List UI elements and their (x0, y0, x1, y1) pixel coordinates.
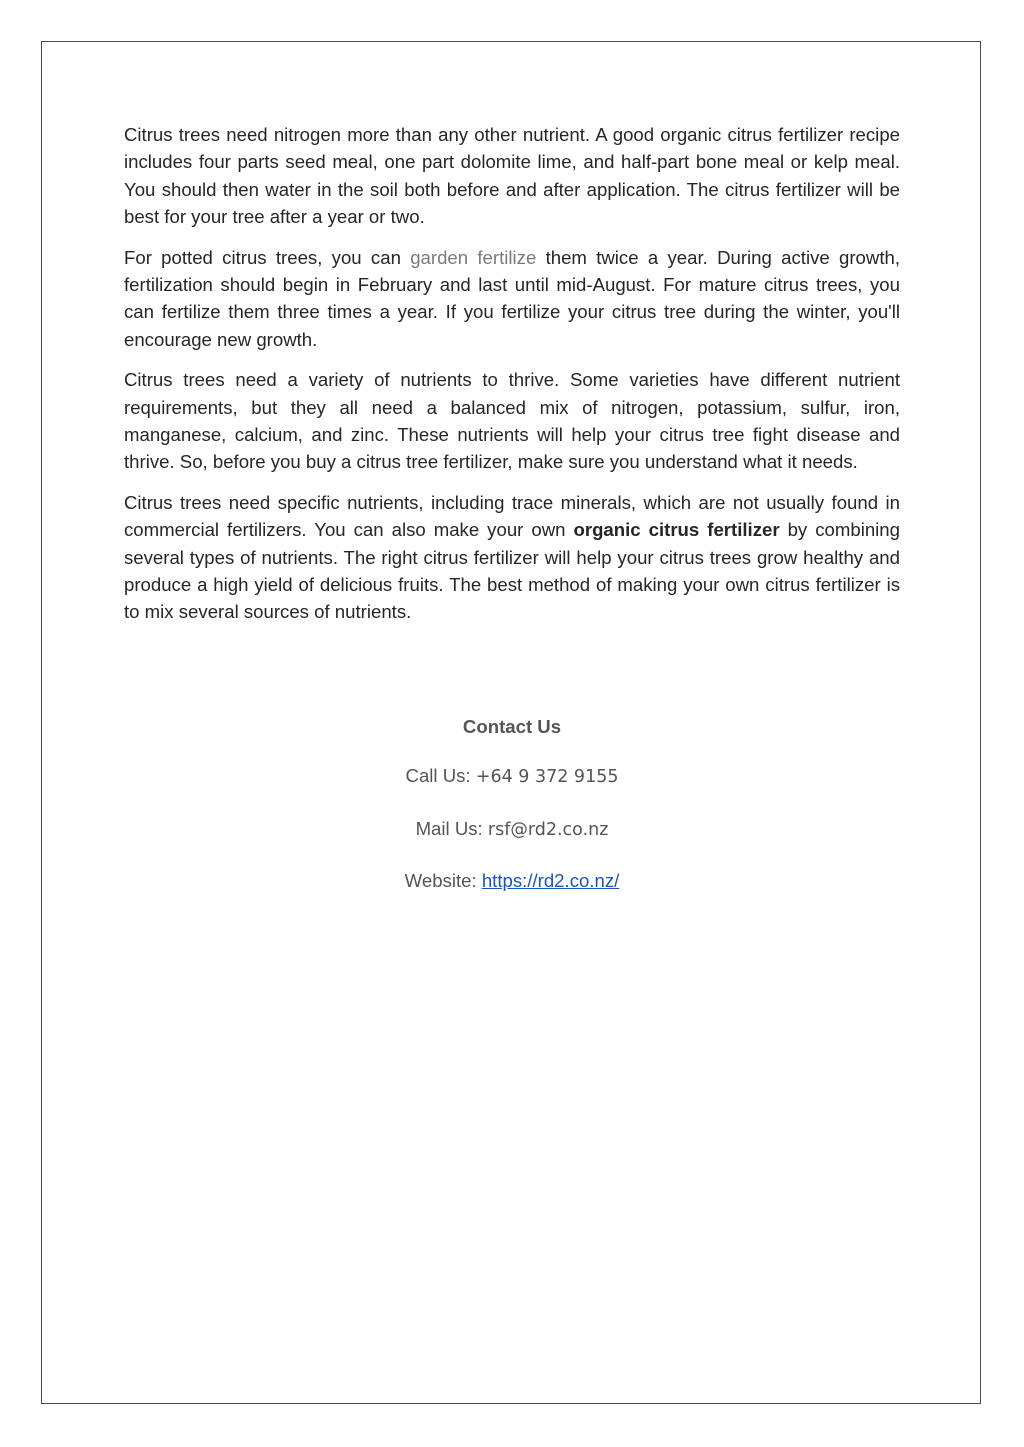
paragraph-text: by combining several types of nutrients. The right citrus fertilizer will help your citrus trees grow healthy and produce a high yield of delicious fruits. The best method of making your own citrus fertilizer is to mix several sources of nutrients. (124, 519, 900, 623)
contact-heading: Contact Us (462, 716, 562, 737)
paragraph-text: Citrus trees need specific nutrients, including trace minerals, which are not usually found in commercial fertilizers. You can also make your own (124, 492, 900, 541)
website-link[interactable]: https://rd2.co.nz/ (481, 870, 620, 891)
contact-phone (124, 765, 900, 787)
paragraph-text: For potted citrus trees, you can (124, 246, 411, 268)
contact-website (124, 870, 900, 892)
website-label: Website: (404, 870, 482, 891)
garden-fertilize-link[interactable]: garden fertilize (410, 246, 537, 268)
paragraph-potted-trees (124, 244, 900, 353)
organic-citrus-fertilizer-keyword: organic citrus fertilizer (573, 519, 780, 541)
paragraph-text: them twice a year. During active growth, fertilization should begin in February and last until mid-August. For mature citrus trees, you can fertilize them three times a year. If you fertilize your citrus tree during the winter, you'll encourage new growth. (124, 246, 900, 350)
phone-label: Call Us: (405, 765, 476, 786)
paragraph-text: Citrus trees need a variety of nutrients to thrive. Some varieties have different nutrient requirements, but they all need a balanced mix of nitrogen, potassium, sulfur, iron, manganese, calcium, and zinc. These nutrients will help your citrus tree fight disease and thrive. So, before you buy a citrus tree fertilizer, make sure you understand what it needs. (124, 369, 900, 473)
email-address[interactable]: rsf@rd2.co.nz (487, 820, 609, 840)
article-body (124, 121, 900, 639)
contact-email (124, 818, 900, 840)
paragraph-text: Citrus trees need nitrogen more than any other nutrient. A good organic citrus fertilizer recipe includes four parts seed meal, one part dolomite lime, and half-part bone meal or kelp meal. You should then water in the soil both before and after application. The citrus fertilizer will be best for your tree after a year or two. (124, 124, 900, 227)
phone-number[interactable]: +64 9 372 9155 (475, 767, 619, 787)
paragraph-nutrients (124, 366, 900, 475)
paragraph-trace-minerals (124, 489, 900, 625)
email-label: Mail Us: (415, 818, 488, 839)
paragraph-nitrogen (124, 121, 900, 230)
